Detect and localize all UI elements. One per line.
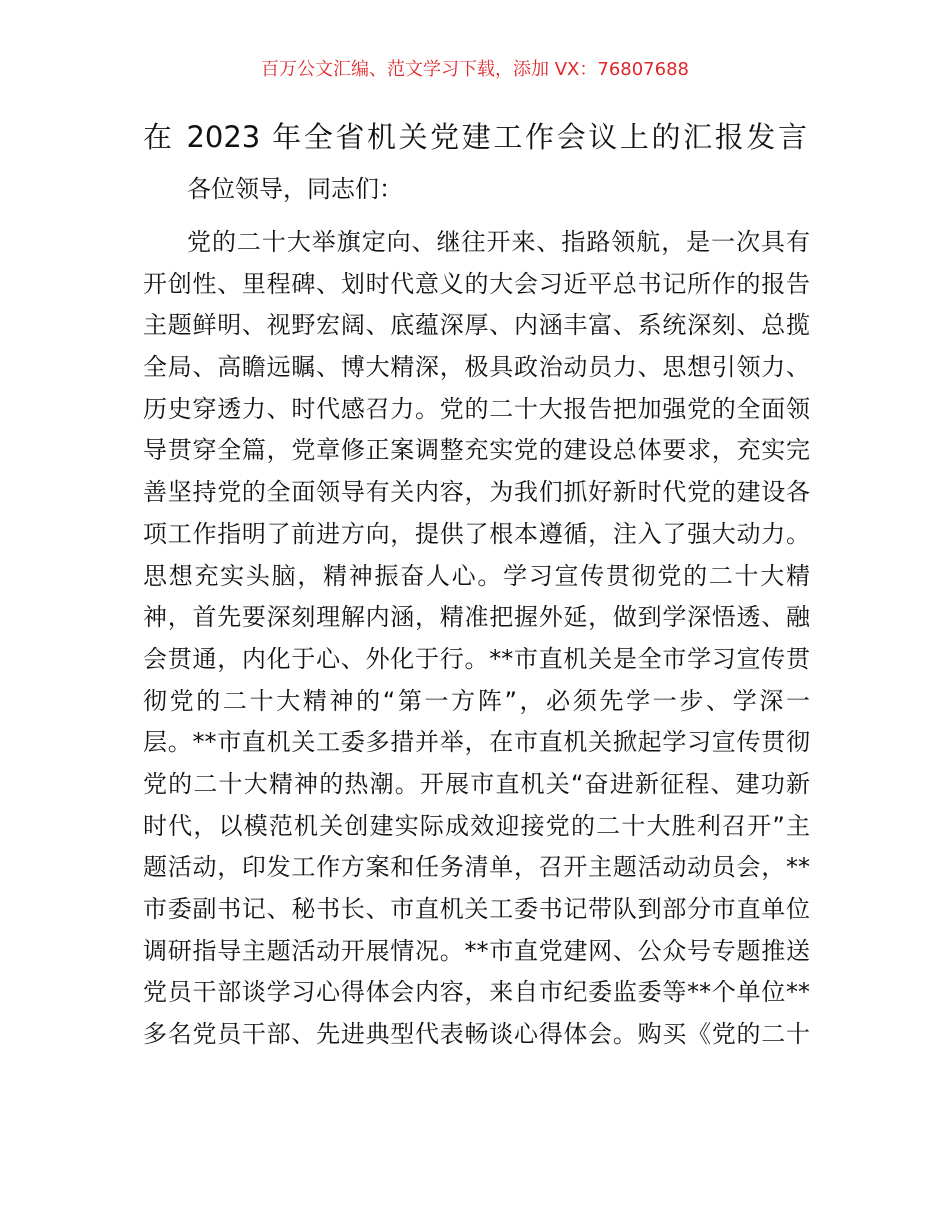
- body-text-line: 导贯穿全篇，党章修正案调整充实党的建设总体要求，充实完: [143, 436, 810, 465]
- body-text-line: 党的二十大精神的热潮。开展市直机关“奋进新征程、建功新: [143, 769, 810, 798]
- body-text-line: 项工作指明了前进方向，提供了根本遵循，注入了强大动力。: [143, 519, 810, 548]
- body-text-line: 思想充实头脑，精神振奋人心。学习宣传贯彻党的二十大精: [143, 561, 810, 590]
- body-text-line: 时代，以模范机关创建实际成效迎接党的二十大胜利召开”主: [143, 811, 810, 840]
- body-text-line: 多名党员干部、先进典型代表畅谈心得体会。购买《党的二十: [143, 1020, 810, 1049]
- watermark-header: 百万公文汇编、范文学习下载，添加 VX：76807688: [261, 59, 689, 80]
- document-body: [143, 222, 810, 1056]
- body-text-line: 会贯通，内化于心、外化于行。**市直机关是全市学习宣传贯: [143, 644, 810, 673]
- body-text-line: 开创性、里程碑、划时代意义的大会习近平总书记所作的报告: [143, 269, 810, 298]
- body-text-line: 党的二十大举旗定向、继往开来、指路领航，是一次具有: [187, 228, 810, 256]
- body-text-line: 历史穿透力、时代感召力。党的二十大报告把加强党的全面领: [143, 394, 810, 423]
- body-text-line: 全局、高瞻远瞩、博大精深，极具政治动员力、思想引领力、: [143, 353, 810, 382]
- body-text-line: 党员干部谈学习心得体会内容，来自市纪委监委等**个单位**: [143, 978, 810, 1007]
- body-text-line: 神，首先要深刻理解内涵，精准把握外延，做到学深悟透、融: [143, 603, 810, 632]
- body-text-line: 调研指导主题活动开展情况。**市直党建网、公众号专题推送: [143, 936, 810, 965]
- document-title: 在 2023 年全省机关党建工作会议上的汇报发言: [143, 120, 807, 154]
- body-text-line: 主题鲜明、视野宏阔、底蕴深厚、内涵丰富、系统深刻、总揽: [143, 311, 810, 340]
- body-text-line: 层。**市直机关工委多措并举，在市直机关掀起学习宣传贯彻: [143, 728, 810, 757]
- body-text-line: 彻党的二十大精神的“第一方阵”，必须先学一步、学深一: [143, 686, 810, 715]
- body-text-line: 题活动，印发工作方案和任务清单，召开主题活动动员会，**: [143, 853, 810, 882]
- greeting: 各位领导，同志们：: [187, 175, 403, 203]
- body-text-line: 善坚持党的全面领导有关内容，为我们抓好新时代党的建设各: [143, 478, 810, 507]
- body-text-line: 市委副书记、秘书长、市直机关工委书记带队到部分市直单位: [143, 895, 810, 923]
